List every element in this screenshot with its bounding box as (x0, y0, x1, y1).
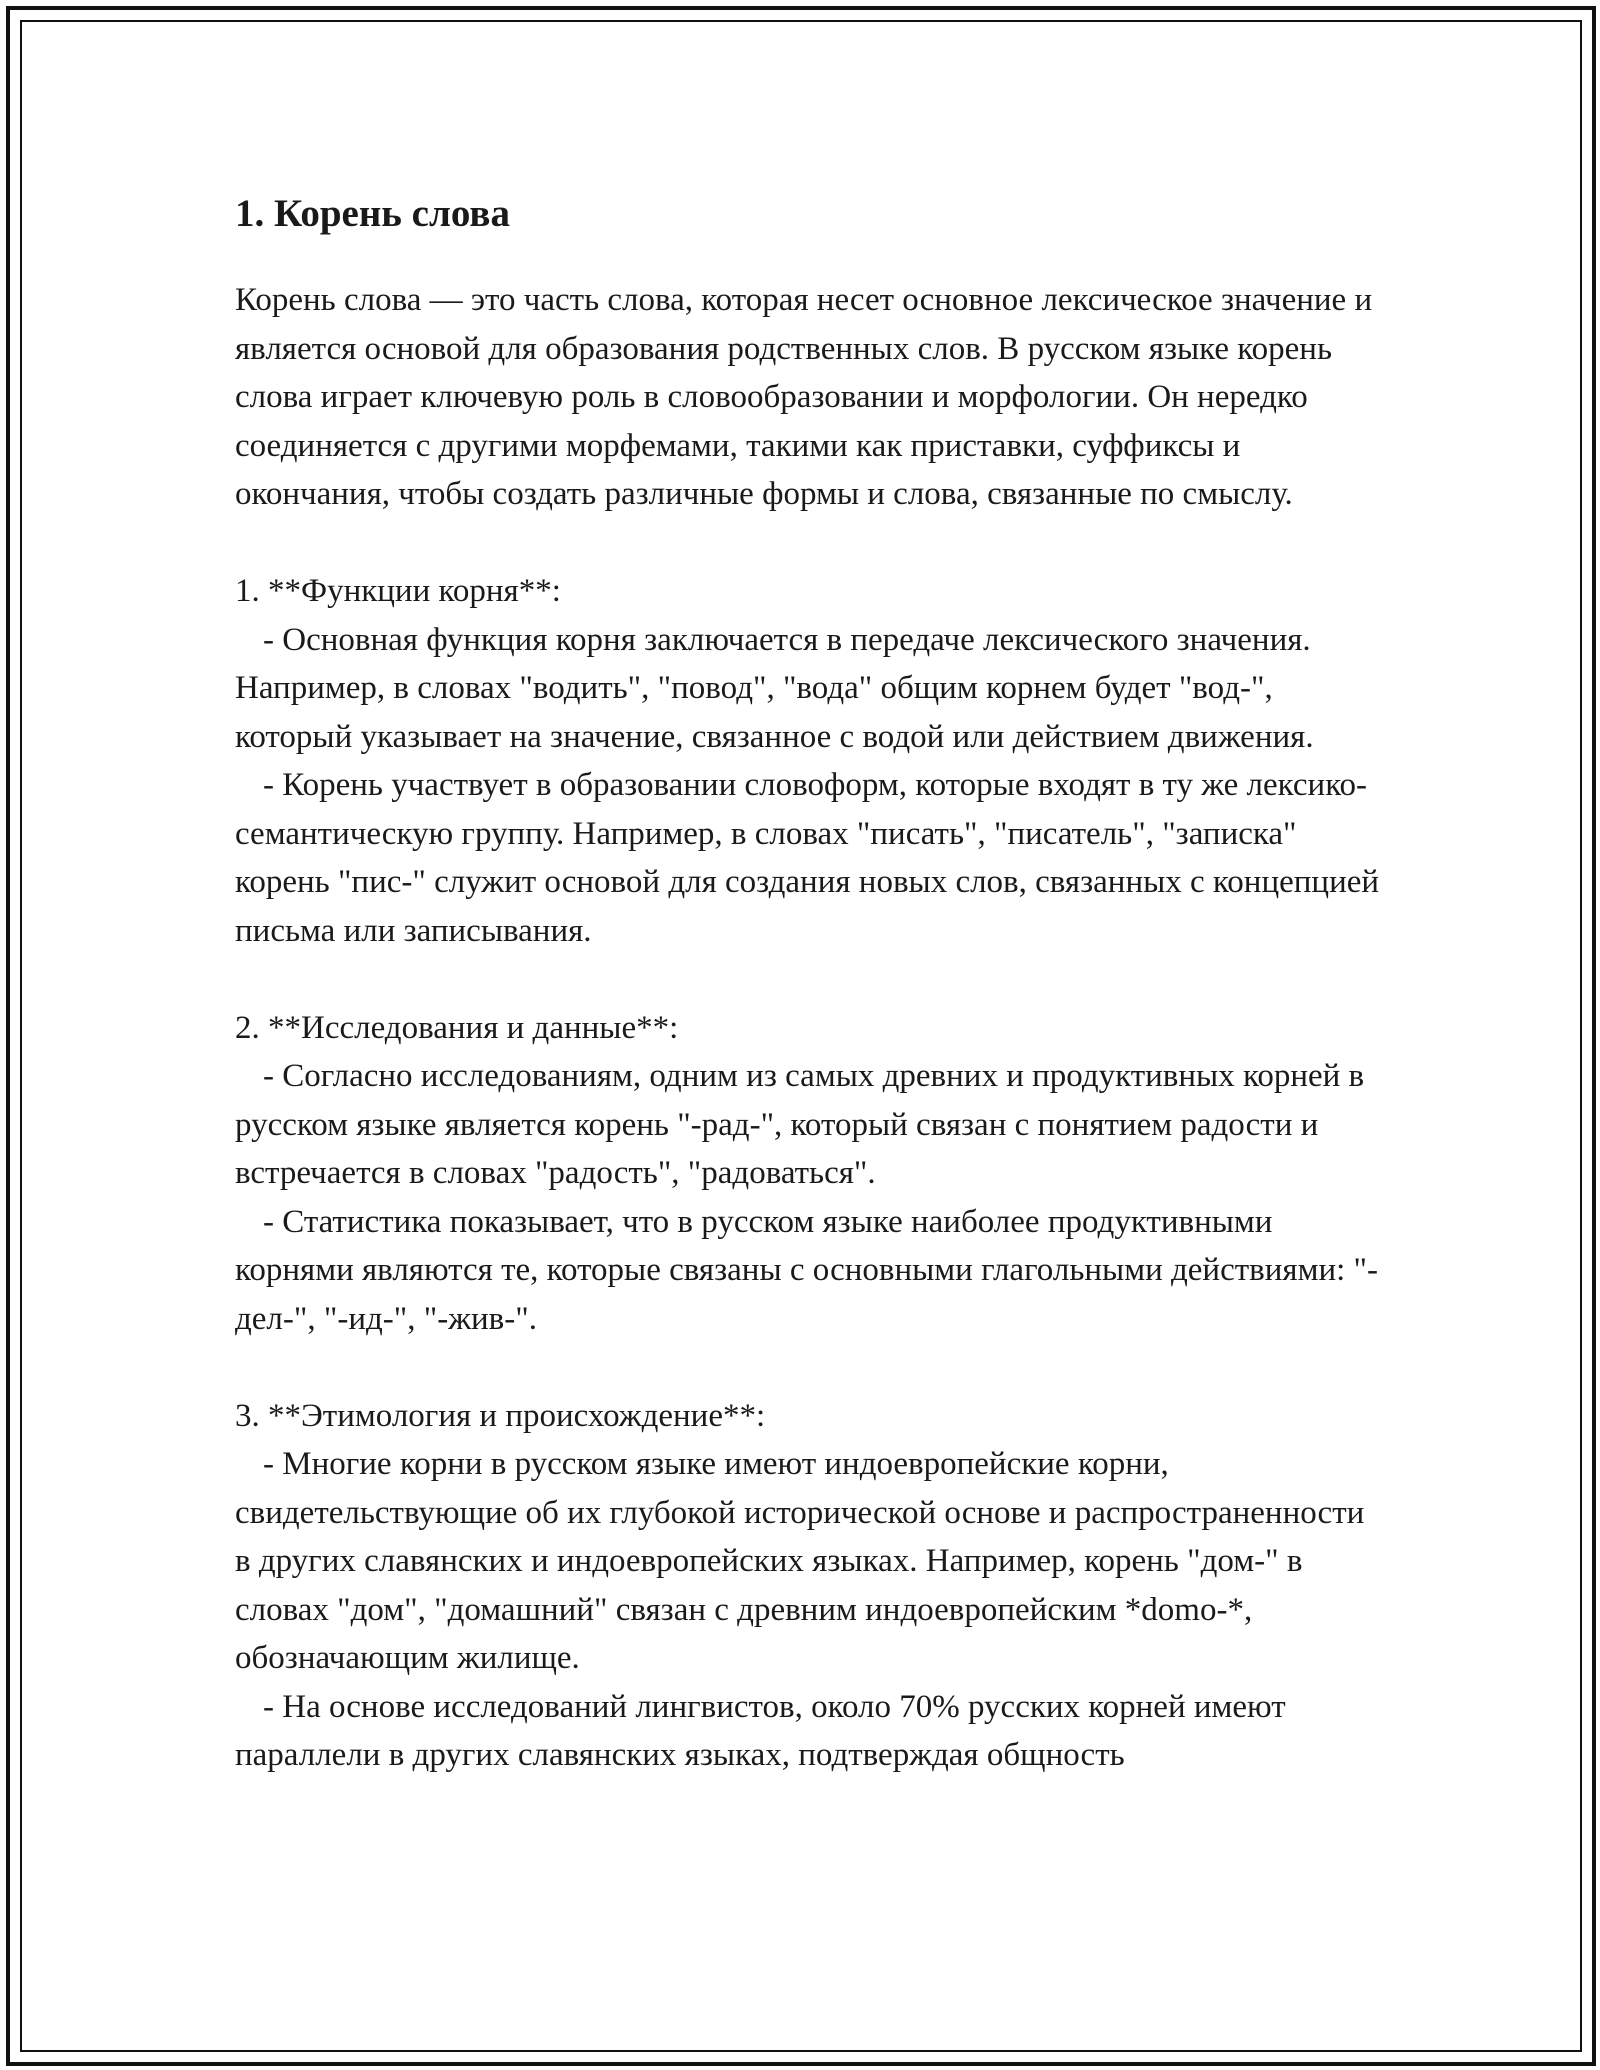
list-item: - Согласно исследованиям, одним из самых древних и продуктивных корней в русском языке является корень "-рад-", который связан с понятием радости и встречается в словах "радость", "радоваться". (235, 1058, 1365, 1191)
intro-paragraph: Корень слова — это часть слова, которая несет основное лексическое значение и является основой для образования родственных слов. В русском языке корень слова играет ключевую роль в словообразовании и морфологии. Он нередко соединяется с другими морфемами, такими как приставки, суффиксы и окончания, чтобы создать различные формы и слова, связанные по смыслу. (235, 282, 1373, 512)
section-title: 1. **Функции корня**: (235, 573, 561, 609)
list-item: - Статистика показывает, что в русском языке наиболее продуктивными корнями являются те, которые связаны с основными глагольными действиями: "-дел-", "-ид-", "-жив-". (235, 1203, 1378, 1337)
section-title: 2. **Исследования и данные**: (235, 1009, 679, 1046)
section-title: 3. **Этимология и происхождение**: (235, 1397, 766, 1434)
list-item: - Корень участвует в образовании словоформ, которые входят в ту же лексико-семантическую группу. Например, в словах "писать", "писатель", "записка" корень "пис-" служит основой для создания новых слов, связанных с концепцией письма или записывания. (235, 767, 1380, 949)
list-item: - Многие корни в русском языке имеют индоевропейские корни, свидетельствующие об их глубокой исторической основе и распространенности в других славянских и индоевропейских языках. Например, корень "дом-" в словах "дом", "домашний" связан с древним индоевропейским *domo-*, обозначающим жилище. (235, 1446, 1365, 1676)
section-research (235, 1004, 1385, 1344)
list-item: - Основная функция корня заключается в передаче лексического значения. Например, в словах "водить", "повод", "вода" общим корнем будет "вод-", который указывает на значение, связанное с водой или действием движения. (235, 621, 1314, 755)
list-item: - На основе исследований лингвистов, около 70% русских корней имеют параллели в других славянских языках, подтверждая общность (235, 1688, 1286, 1773)
section-functions (235, 567, 1385, 955)
section-etymology (235, 1392, 1385, 1780)
section-heading: 1. Корень слова (235, 192, 510, 235)
document-body (235, 186, 1385, 1780)
